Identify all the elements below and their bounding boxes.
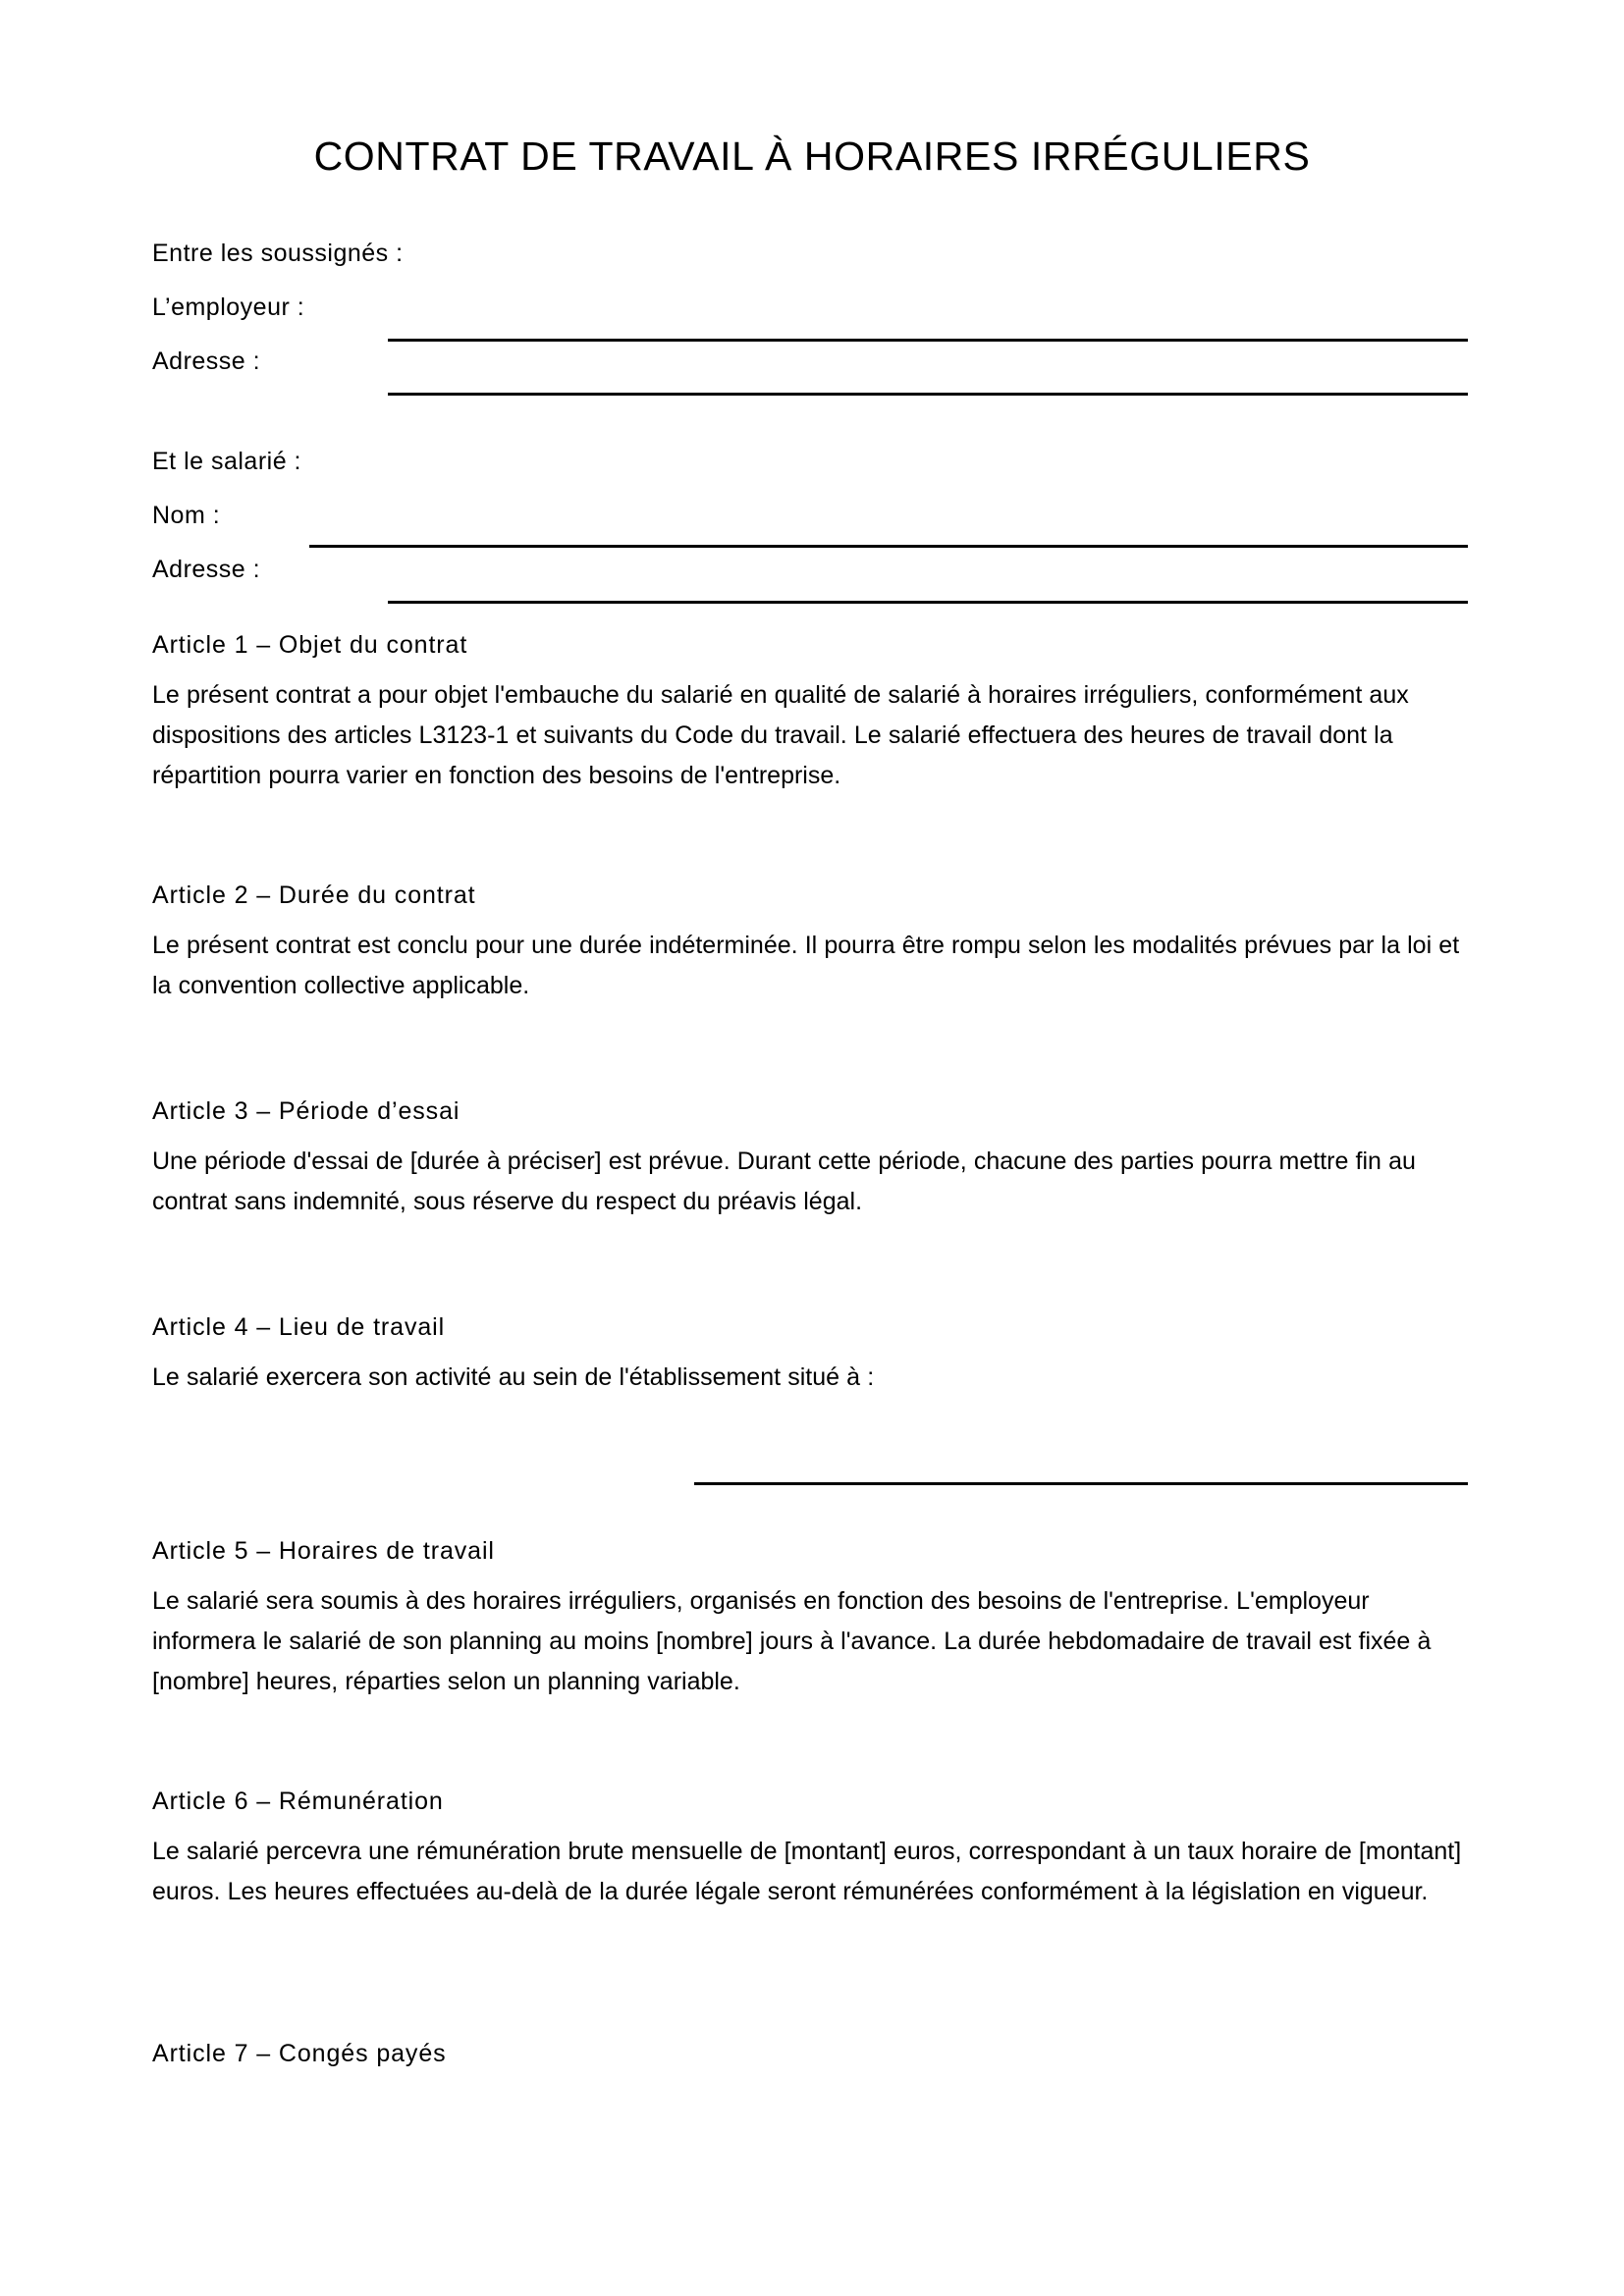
article-3-body: Une période d'essai de [durée à préciser] est prévue. Durant cette période, chacune des parties pourra mettre fin au contrat sans indemnité, sous réserve du respect du préavis légal.: [152, 1148, 1416, 1215]
employee-address-label: Adresse :: [152, 556, 261, 583]
article-3: [152, 1095, 1471, 1222]
article-7-heading: Article 7 – Congés payés: [152, 2040, 447, 2067]
page-title: CONTRAT DE TRAVAIL À HORAIRES IRRÉGULIERS: [313, 133, 1311, 180]
article-1-body: Le présent contrat a pour objet l'embauche du salarié en qualité de salarié à horaires irréguliers, conformément aux dispositions des articles L3123-1 et suivants du Code du travail. Le salarié effectuera des heures de travail dont la répartition pourra varier en fonction des besoins de l'entreprise.: [152, 681, 1409, 789]
employer-address-label: Adresse :: [152, 347, 261, 375]
employee-address-field[interactable]: [388, 601, 1468, 604]
article-3-heading: Article 3 – Période d’essai: [152, 1097, 460, 1125]
article-6-heading: Article 6 – Rémunération: [152, 1788, 444, 1815]
intro-label: Entre les soussignés :: [152, 240, 404, 267]
article-7: [152, 2037, 1471, 2084]
article-4: [152, 1310, 1471, 1398]
employer-address-field[interactable]: [388, 393, 1468, 396]
article-1-heading: Article 1 – Objet du contrat: [152, 631, 468, 659]
article-1: [152, 628, 1471, 796]
employee-section-label: Et le salarié :: [152, 448, 302, 475]
article-4-heading: Article 4 – Lieu de travail: [152, 1313, 446, 1341]
article-2-body: Le présent contrat est conclu pour une durée indéterminée. Il pourra être rompu selon les modalités prévues par la loi et la convention collective applicable.: [152, 932, 1460, 999]
article-2-heading: Article 2 – Durée du contrat: [152, 881, 476, 909]
article-6-body: Le salarié percevra une rémunération brute mensuelle de [montant] euros, correspondant à un taux horaire de [montant] euros. Les heures effectuées au-delà de la durée légale seront rémunérées conformément à la législation en vigueur.: [152, 1838, 1462, 1905]
employer-name-label: L’employeur :: [152, 294, 305, 321]
employee-name-label: Nom :: [152, 502, 221, 529]
article-6: [152, 1785, 1471, 1912]
employee-name-field[interactable]: [309, 545, 1468, 548]
article-5-heading: Article 5 – Horaires de travail: [152, 1537, 495, 1565]
workplace-address-field[interactable]: [694, 1482, 1468, 1485]
article-5: [152, 1534, 1471, 1702]
employer-name-field[interactable]: [388, 339, 1468, 342]
article-5-body: Le salarié sera soumis à des horaires irréguliers, organisés en fonction des besoins de l'entreprise. L'employeur informera le salarié de son planning au moins [nombre] jours à l'avance. La durée hebdomadaire de travail est fixée à [nombre] heures, réparties selon un planning variable.: [152, 1587, 1432, 1695]
article-2: [152, 879, 1471, 1006]
article-4-body: Le salarié exercera son activité au sein de l'établissement situé à :: [152, 1363, 875, 1391]
